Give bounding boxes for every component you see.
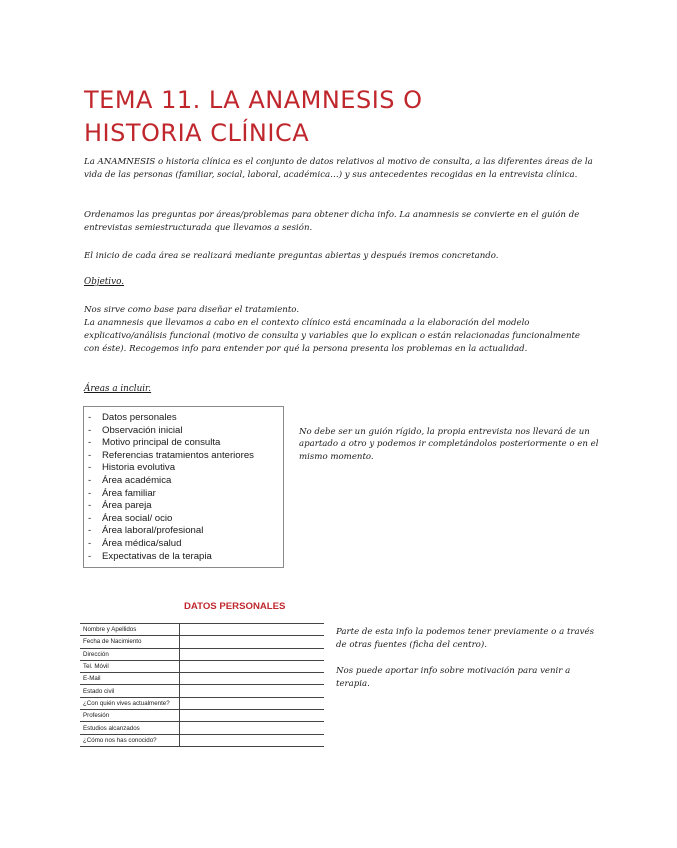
bullet-dash: - — [88, 500, 92, 512]
field-label: Tel. Móvil — [80, 660, 179, 672]
bullet-dash: - — [88, 449, 92, 461]
datos-personales-note-2: Nos puede aportar info sobre motivación para venir a terapia. — [336, 666, 571, 689]
areas-note: No debe ser un guión rígido, la propia entrevista nos llevará de un apartado a otro y podemos ir completándolos posteriormente o en el mismo momento. — [299, 427, 599, 462]
field-value-cell — [179, 722, 324, 734]
field-value-cell — [179, 660, 324, 672]
table-row — [80, 673, 324, 685]
table-row — [80, 697, 324, 709]
areas-list-item: - Área social/ ocio — [88, 512, 173, 524]
datos-personales-title: DATOS PERSONALES — [184, 601, 286, 612]
table-row — [80, 685, 324, 697]
intro-paragraph-3: El inicio de cada área se realizará mediante preguntas abiertas y después iremos concretando. — [84, 251, 499, 261]
areas-list-item: - Motivo principal de consulta — [88, 437, 221, 449]
page-title — [84, 84, 544, 150]
bullet-dash: - — [88, 550, 92, 562]
areas-list-item: - Datos personales — [88, 412, 177, 423]
table-row — [80, 660, 324, 672]
intro-paragraph-2: Ordenamos las preguntas por áreas/problemas para obtener dicha info. La anamnesis se convierte en el guión de entrevistas semiestructurada que llevamos a sesión. — [84, 210, 580, 234]
table-row — [80, 710, 324, 722]
areas-list-item: - Área médica/salud — [88, 537, 182, 549]
bullet-dash: - — [88, 512, 92, 524]
field-label: Estado civil — [80, 685, 179, 697]
field-value-cell — [179, 636, 324, 648]
areas-heading: Áreas a incluir. — [84, 384, 152, 394]
table-row — [80, 624, 324, 636]
bullet-dash: - — [88, 437, 92, 449]
table-row — [80, 648, 324, 660]
datos-personales-table — [80, 623, 324, 747]
areas-list-item: - Historia evolutiva — [88, 462, 176, 474]
objetivo-line-1: Nos sirve como base para diseñar el tratamiento. — [84, 305, 300, 315]
areas-list-item: - Área académica — [88, 474, 172, 486]
intro-paragraph-1: La ANAMNESIS o historia clínica es el conjunto de datos relativos al motivo de consulta, a las diferentes áreas de la vida de las personas (familiar, social, laboral, académica…) y sus antecedentes recogidas en la entrevista clínica. — [84, 157, 593, 181]
field-value-cell — [179, 673, 324, 685]
bullet-dash: - — [88, 525, 92, 537]
areas-list-item: - Referencias tratamientos anteriores — [88, 449, 254, 461]
areas-list-item: - Observación inicial — [88, 424, 183, 436]
table-row — [80, 722, 324, 734]
field-label: Profesión — [80, 710, 179, 722]
objetivo-heading: Objetivo. — [84, 277, 125, 287]
field-value-cell — [179, 710, 324, 722]
areas-list-item: - Área pareja — [88, 500, 152, 512]
field-label: E-Mail — [80, 673, 179, 685]
field-label: Fecha de Nacimiento — [80, 636, 179, 648]
field-label: Dirección — [80, 648, 179, 660]
areas-list-item: - Expectativas de la terapia — [88, 550, 212, 562]
field-value-cell — [179, 734, 324, 746]
objetivo-paragraph: La anamnesis que llevamos a cabo en el contexto clínico está encaminada a la elaboración del modelo explicativo/análisis funcional (motivo de consulta y variables que lo explican o están relacionadas funcionalmente con éste). Recogemos info para entender por qué la persona presenta los problemas en la actualidad. — [84, 318, 581, 355]
areas-list-box — [83, 406, 284, 568]
bullet-dash: - — [88, 537, 92, 549]
field-label: Nombre y Apellidos — [80, 624, 179, 636]
bullet-dash: - — [88, 474, 92, 486]
field-value-cell — [179, 697, 324, 709]
field-value-cell — [179, 624, 324, 636]
areas-list-item: - Área laboral/profesional — [88, 525, 204, 537]
table-row — [80, 734, 324, 746]
areas-list-item: - Área familiar — [88, 487, 156, 499]
field-label: Estudios alcanzados — [80, 722, 179, 734]
title-line-1: TEMA 11. LA ANAMNESIS O — [84, 86, 423, 114]
field-value-cell — [179, 685, 324, 697]
field-value-cell — [179, 648, 324, 660]
datos-personales-note-1: Parte de esta info la podemos tener previamente o a través de otras fuentes (ficha del centro). — [336, 627, 594, 650]
areas-list — [88, 412, 283, 563]
bullet-dash: - — [88, 424, 92, 436]
table-row — [80, 636, 324, 648]
bullet-dash: - — [88, 487, 92, 499]
field-label: ¿Con quién vives actualmente? — [80, 697, 179, 709]
datos-personales-notes — [336, 626, 596, 704]
bullet-dash: - — [88, 412, 92, 423]
title-line-2: HISTORIA CLÍNICA — [84, 119, 310, 147]
bullet-dash: - — [88, 462, 92, 474]
field-label: ¿Cómo nos has conocido? — [80, 734, 179, 746]
